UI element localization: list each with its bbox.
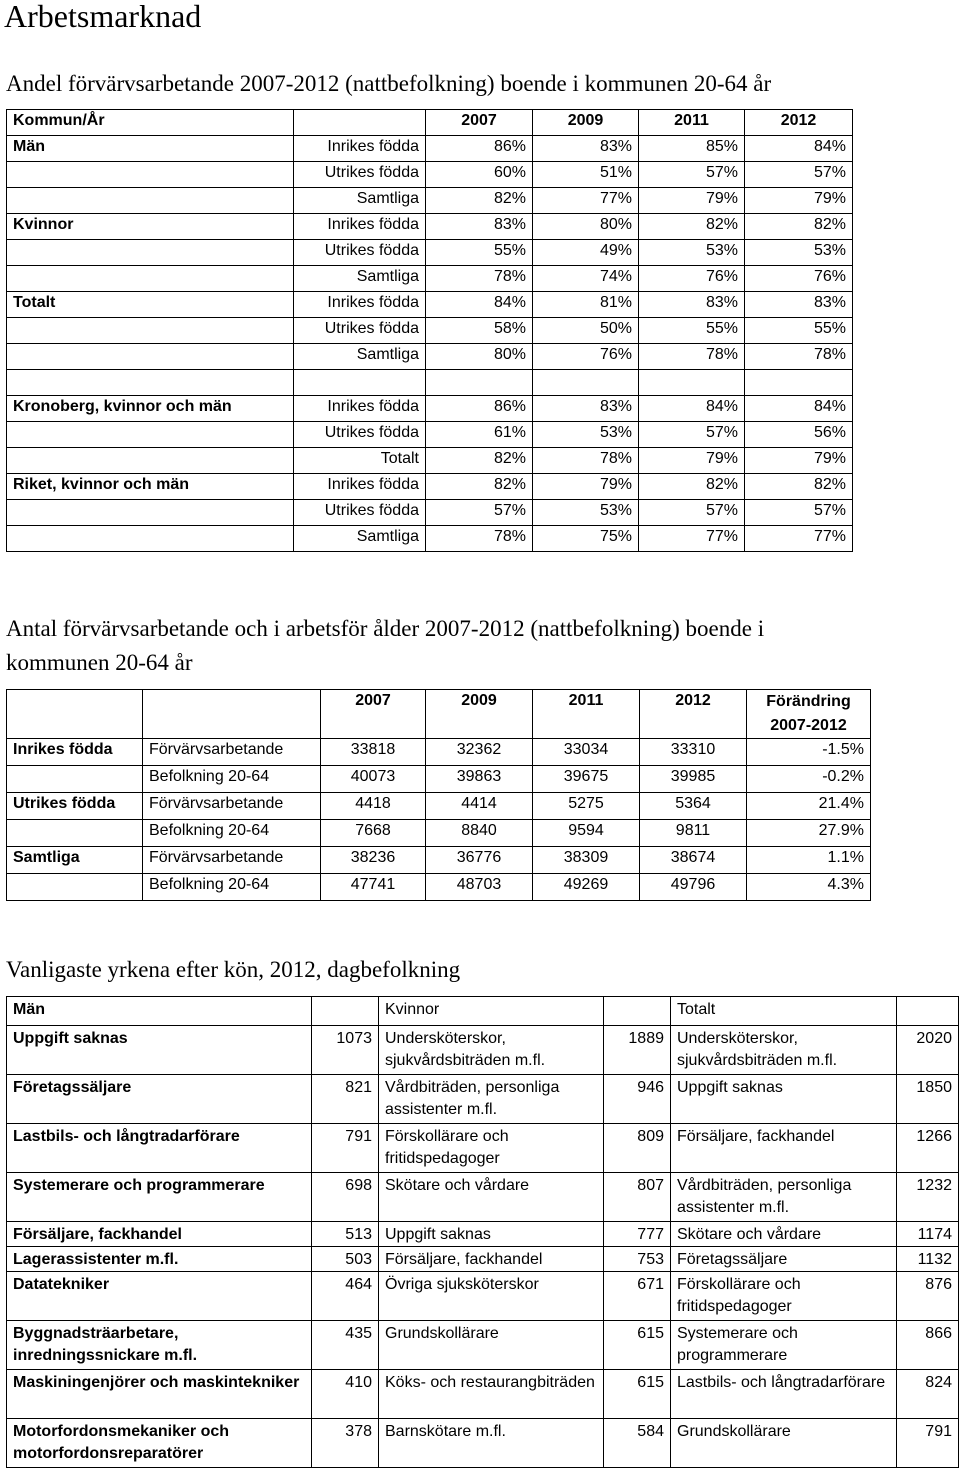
occupation-cell: Barnskötare m.fl. bbox=[379, 1419, 604, 1468]
occupation-cell: Skötare och vårdare bbox=[671, 1222, 897, 1247]
occupation-cell: Förskollärare och fritidspedagoger bbox=[379, 1124, 604, 1173]
group-label bbox=[7, 370, 294, 396]
table-row bbox=[7, 739, 871, 766]
header-cell: 2007 bbox=[426, 110, 533, 136]
group-label: Kvinnor bbox=[7, 214, 294, 240]
value-cell: 8840 bbox=[426, 820, 533, 847]
group-label bbox=[7, 500, 294, 526]
header-cell: Män bbox=[7, 997, 312, 1026]
category-label: Utrikes födda bbox=[294, 422, 426, 448]
table-row bbox=[7, 1370, 959, 1419]
group-label bbox=[7, 344, 294, 370]
header-cell bbox=[897, 997, 959, 1026]
count-cell: 1266 bbox=[897, 1124, 959, 1173]
value-cell: 33034 bbox=[533, 739, 640, 766]
page-title: Arbetsmarknad bbox=[4, 0, 202, 34]
category-label: Utrikes födda bbox=[294, 162, 426, 188]
occupation-cell: Vårdbiträden, personliga assistenter m.fl. bbox=[671, 1173, 897, 1222]
count-cell: 809 bbox=[604, 1124, 671, 1173]
occupation-cell: Lagerassistenter m.fl. bbox=[7, 1247, 312, 1272]
section3-heading: Vanligaste yrkena efter kön, 2012, dagbefolkning bbox=[6, 957, 461, 982]
value-cell: 77% bbox=[533, 188, 639, 214]
count-cell: 503 bbox=[312, 1247, 379, 1272]
occupation-cell: Grundskollärare bbox=[379, 1321, 604, 1370]
category-label: Utrikes födda bbox=[294, 500, 426, 526]
value-cell: 79% bbox=[533, 474, 639, 500]
value-cell: -0.2% bbox=[747, 766, 871, 793]
value-cell: 4414 bbox=[426, 793, 533, 820]
value-cell: 49796 bbox=[640, 874, 747, 901]
occupation-cell: Försäljare, fackhandel bbox=[7, 1222, 312, 1247]
group-label bbox=[7, 526, 294, 552]
count-cell: 824 bbox=[897, 1370, 959, 1419]
value-cell: 74% bbox=[533, 266, 639, 292]
table-row bbox=[7, 1222, 959, 1247]
table-row bbox=[7, 448, 853, 474]
value-cell: 39985 bbox=[640, 766, 747, 793]
employed-count-table bbox=[6, 689, 871, 901]
value-cell: 33310 bbox=[640, 739, 747, 766]
table-row bbox=[7, 793, 871, 820]
count-cell: 615 bbox=[604, 1321, 671, 1370]
table-row bbox=[7, 766, 871, 793]
value-cell: 84% bbox=[639, 396, 745, 422]
count-cell: 2020 bbox=[897, 1026, 959, 1075]
value-cell: 84% bbox=[745, 396, 853, 422]
value-cell: 75% bbox=[533, 526, 639, 552]
table-row bbox=[7, 214, 853, 240]
category-label: Inrikes födda bbox=[294, 136, 426, 162]
count-cell: 378 bbox=[312, 1419, 379, 1468]
value-cell: 78% bbox=[745, 344, 853, 370]
value-cell bbox=[639, 370, 745, 396]
value-cell: 4.3% bbox=[747, 874, 871, 901]
occupation-cell: Lastbils- och långtradarförare bbox=[7, 1124, 312, 1173]
value-cell: 53% bbox=[533, 500, 639, 526]
table-row bbox=[7, 1026, 959, 1075]
value-cell: 58% bbox=[426, 318, 533, 344]
value-cell: 82% bbox=[426, 188, 533, 214]
occupation-cell: Köks- och restaurangbiträden bbox=[379, 1370, 604, 1419]
header-cell: 2012 bbox=[640, 690, 747, 739]
count-cell: 410 bbox=[312, 1370, 379, 1419]
category-label: Utrikes födda bbox=[294, 240, 426, 266]
value-cell: 81% bbox=[533, 292, 639, 318]
value-cell: 55% bbox=[745, 318, 853, 344]
value-cell: 39863 bbox=[426, 766, 533, 793]
occupation-cell: Maskiningenjörer och maskintekniker bbox=[7, 1370, 312, 1419]
table-row bbox=[7, 1321, 959, 1370]
value-cell: 83% bbox=[639, 292, 745, 318]
share-employed-table-body bbox=[7, 110, 853, 552]
occupation-cell: Byggnadsträarbetare, inredningssnickare m.fl. bbox=[7, 1321, 312, 1370]
table-row bbox=[7, 422, 853, 448]
value-cell: 79% bbox=[745, 448, 853, 474]
category-label: Befolkning 20-64 bbox=[143, 820, 321, 847]
value-cell: 55% bbox=[639, 318, 745, 344]
value-cell: 82% bbox=[745, 474, 853, 500]
value-cell: 38309 bbox=[533, 847, 640, 874]
table-row bbox=[7, 1075, 959, 1124]
group-label: Samtliga bbox=[7, 847, 143, 874]
count-cell: 435 bbox=[312, 1321, 379, 1370]
header-cell: Totalt bbox=[671, 997, 897, 1026]
value-cell: 56% bbox=[745, 422, 853, 448]
table-row bbox=[7, 1272, 959, 1321]
occupation-cell: Systemerare och programmerare bbox=[7, 1173, 312, 1222]
group-label bbox=[7, 266, 294, 292]
occupation-cell: Motorfordonsmekaniker och motorfordonsreparatörer bbox=[7, 1419, 312, 1468]
header-cell: 2011 bbox=[533, 690, 640, 739]
count-cell: 946 bbox=[604, 1075, 671, 1124]
group-label bbox=[7, 422, 294, 448]
category-label: Samtliga bbox=[294, 344, 426, 370]
section2-heading-line1: Antal förvärvsarbetande och i arbetsför ålder 2007-2012 (nattbefolkning) boende i bbox=[6, 616, 765, 641]
value-cell: 76% bbox=[745, 266, 853, 292]
count-cell: 791 bbox=[897, 1419, 959, 1468]
count-cell: 1232 bbox=[897, 1173, 959, 1222]
value-cell: 48703 bbox=[426, 874, 533, 901]
category-label: Inrikes födda bbox=[294, 292, 426, 318]
header-cell bbox=[143, 690, 321, 739]
category-label: Utrikes födda bbox=[294, 318, 426, 344]
count-cell: 698 bbox=[312, 1173, 379, 1222]
table-header-row bbox=[7, 997, 959, 1026]
value-cell: 79% bbox=[745, 188, 853, 214]
count-cell: 807 bbox=[604, 1173, 671, 1222]
value-cell: 84% bbox=[426, 292, 533, 318]
value-cell: 57% bbox=[639, 500, 745, 526]
table-row bbox=[7, 1124, 959, 1173]
value-cell: 1.1% bbox=[747, 847, 871, 874]
table-row bbox=[7, 370, 853, 396]
category-label: Inrikes födda bbox=[294, 396, 426, 422]
employed-count-table-body bbox=[7, 690, 871, 901]
value-cell: 49269 bbox=[533, 874, 640, 901]
value-cell: 9594 bbox=[533, 820, 640, 847]
value-cell: 76% bbox=[639, 266, 745, 292]
table-row bbox=[7, 396, 853, 422]
group-label bbox=[7, 874, 143, 901]
group-label bbox=[7, 240, 294, 266]
value-cell: 39675 bbox=[533, 766, 640, 793]
occupation-cell: Uppgift saknas bbox=[7, 1026, 312, 1075]
value-cell: 83% bbox=[533, 136, 639, 162]
value-cell: 83% bbox=[745, 292, 853, 318]
value-cell: 82% bbox=[639, 474, 745, 500]
occupation-cell: Skötare och vårdare bbox=[379, 1173, 604, 1222]
table-header-row bbox=[7, 690, 871, 739]
group-label bbox=[7, 318, 294, 344]
value-cell: 57% bbox=[639, 422, 745, 448]
value-cell: 83% bbox=[426, 214, 533, 240]
table-row bbox=[7, 188, 853, 214]
value-cell: 61% bbox=[426, 422, 533, 448]
count-cell: 671 bbox=[604, 1272, 671, 1321]
group-label: Totalt bbox=[7, 292, 294, 318]
section2-heading-line2: kommunen 20-64 år bbox=[6, 650, 193, 675]
value-cell: 53% bbox=[639, 240, 745, 266]
share-employed-table bbox=[6, 109, 853, 552]
value-cell: 80% bbox=[426, 344, 533, 370]
value-cell: 78% bbox=[533, 448, 639, 474]
table-row bbox=[7, 474, 853, 500]
value-cell: 47741 bbox=[321, 874, 426, 901]
table-row bbox=[7, 136, 853, 162]
occupations-table bbox=[6, 996, 959, 1468]
occupation-cell: Datatekniker bbox=[7, 1272, 312, 1321]
header-cell: Förändring 2007-2012 bbox=[747, 690, 871, 739]
category-label: Förvärvsarbetande bbox=[143, 739, 321, 766]
occupation-cell: Företagssäljare bbox=[7, 1075, 312, 1124]
value-cell: 40073 bbox=[321, 766, 426, 793]
value-cell: 83% bbox=[533, 396, 639, 422]
occupation-cell: Undersköterskor, sjukvårdsbiträden m.fl. bbox=[671, 1026, 897, 1075]
occupation-cell: Försäljare, fackhandel bbox=[671, 1124, 897, 1173]
value-cell: 57% bbox=[426, 500, 533, 526]
header-cell: Kommun/År bbox=[7, 110, 294, 136]
value-cell: 77% bbox=[745, 526, 853, 552]
occupation-cell: Förskollärare och fritidspedagoger bbox=[671, 1272, 897, 1321]
table-row bbox=[7, 500, 853, 526]
value-cell: 79% bbox=[639, 448, 745, 474]
count-cell: 584 bbox=[604, 1419, 671, 1468]
value-cell: 38236 bbox=[321, 847, 426, 874]
header-cell: 2007 bbox=[321, 690, 426, 739]
value-cell: 86% bbox=[426, 136, 533, 162]
value-cell bbox=[533, 370, 639, 396]
group-label bbox=[7, 448, 294, 474]
value-cell: 78% bbox=[639, 344, 745, 370]
occupation-cell: Grundskollärare bbox=[671, 1419, 897, 1468]
table-row bbox=[7, 1247, 959, 1272]
table-row bbox=[7, 266, 853, 292]
value-cell: 57% bbox=[639, 162, 745, 188]
group-label bbox=[7, 766, 143, 793]
value-cell: 82% bbox=[639, 214, 745, 240]
header-cell bbox=[604, 997, 671, 1026]
value-cell: 38674 bbox=[640, 847, 747, 874]
value-cell: 33818 bbox=[321, 739, 426, 766]
header-cell bbox=[312, 997, 379, 1026]
category-label: Samtliga bbox=[294, 266, 426, 292]
occupation-cell: Företagssäljare bbox=[671, 1247, 897, 1272]
value-cell bbox=[745, 370, 853, 396]
value-cell: 9811 bbox=[640, 820, 747, 847]
category-label: Samtliga bbox=[294, 188, 426, 214]
header-cell: 2009 bbox=[426, 690, 533, 739]
table-row bbox=[7, 874, 871, 901]
header-cell bbox=[294, 110, 426, 136]
occupation-cell: Vårdbiträden, personliga assistenter m.fl. bbox=[379, 1075, 604, 1124]
occupation-cell: Undersköterskor, sjukvårdsbiträden m.fl. bbox=[379, 1026, 604, 1075]
value-cell: 55% bbox=[426, 240, 533, 266]
category-label: Inrikes födda bbox=[294, 474, 426, 500]
count-cell: 615 bbox=[604, 1370, 671, 1419]
value-cell: 60% bbox=[426, 162, 533, 188]
category-label bbox=[294, 370, 426, 396]
group-label: Utrikes födda bbox=[7, 793, 143, 820]
value-cell: 4418 bbox=[321, 793, 426, 820]
occupation-cell: Systemerare och programmerare bbox=[671, 1321, 897, 1370]
value-cell: 82% bbox=[426, 474, 533, 500]
group-label: Kronoberg, kvinnor och män bbox=[7, 396, 294, 422]
value-cell: 51% bbox=[533, 162, 639, 188]
value-cell: 50% bbox=[533, 318, 639, 344]
occupation-cell: Uppgift saknas bbox=[379, 1222, 604, 1247]
count-cell: 876 bbox=[897, 1272, 959, 1321]
table-row bbox=[7, 847, 871, 874]
count-cell: 866 bbox=[897, 1321, 959, 1370]
value-cell bbox=[426, 370, 533, 396]
count-cell: 753 bbox=[604, 1247, 671, 1272]
header-cell: 2009 bbox=[533, 110, 639, 136]
table-row bbox=[7, 526, 853, 552]
value-cell: 32362 bbox=[426, 739, 533, 766]
occupation-cell: Uppgift saknas bbox=[671, 1075, 897, 1124]
value-cell: 53% bbox=[745, 240, 853, 266]
value-cell: 86% bbox=[426, 396, 533, 422]
occupations-table-body bbox=[7, 997, 959, 1468]
occupation-cell: Försäljare, fackhandel bbox=[379, 1247, 604, 1272]
category-label: Befolkning 20-64 bbox=[143, 766, 321, 793]
section1-heading: Andel förvärvsarbetande 2007-2012 (nattbefolkning) boende i kommunen 20-64 år bbox=[6, 71, 772, 96]
value-cell: 5275 bbox=[533, 793, 640, 820]
count-cell: 1850 bbox=[897, 1075, 959, 1124]
count-cell: 821 bbox=[312, 1075, 379, 1124]
value-cell: 84% bbox=[745, 136, 853, 162]
category-label: Totalt bbox=[294, 448, 426, 474]
occupation-cell: Lastbils- och långtradarförare bbox=[671, 1370, 897, 1419]
category-label: Befolkning 20-64 bbox=[143, 874, 321, 901]
value-cell: 57% bbox=[745, 162, 853, 188]
group-label: Riket, kvinnor och män bbox=[7, 474, 294, 500]
value-cell: 78% bbox=[426, 266, 533, 292]
table-row bbox=[7, 820, 871, 847]
value-cell: 78% bbox=[426, 526, 533, 552]
value-cell: 79% bbox=[639, 188, 745, 214]
value-cell: 27.9% bbox=[747, 820, 871, 847]
value-cell: 53% bbox=[533, 422, 639, 448]
table-row bbox=[7, 240, 853, 266]
table-header-row bbox=[7, 110, 853, 136]
group-label: Män bbox=[7, 136, 294, 162]
table-row bbox=[7, 344, 853, 370]
table-row bbox=[7, 318, 853, 344]
value-cell: 82% bbox=[426, 448, 533, 474]
value-cell: 57% bbox=[745, 500, 853, 526]
count-cell: 1073 bbox=[312, 1026, 379, 1075]
count-cell: 777 bbox=[604, 1222, 671, 1247]
group-label bbox=[7, 820, 143, 847]
header-cell: 2011 bbox=[639, 110, 745, 136]
value-cell: 80% bbox=[533, 214, 639, 240]
value-cell: 77% bbox=[639, 526, 745, 552]
table-row bbox=[7, 162, 853, 188]
group-label bbox=[7, 162, 294, 188]
category-label: Förvärvsarbetande bbox=[143, 793, 321, 820]
value-cell: 85% bbox=[639, 136, 745, 162]
header-cell bbox=[7, 690, 143, 739]
occupation-cell: Övriga sjuksköterskor bbox=[379, 1272, 604, 1321]
table-row bbox=[7, 292, 853, 318]
category-label: Samtliga bbox=[294, 526, 426, 552]
value-cell: 76% bbox=[533, 344, 639, 370]
group-label bbox=[7, 188, 294, 214]
count-cell: 791 bbox=[312, 1124, 379, 1173]
table-row bbox=[7, 1419, 959, 1468]
count-cell: 513 bbox=[312, 1222, 379, 1247]
header-cell: 2012 bbox=[745, 110, 853, 136]
count-cell: 1889 bbox=[604, 1026, 671, 1075]
group-label: Inrikes födda bbox=[7, 739, 143, 766]
value-cell: 21.4% bbox=[747, 793, 871, 820]
count-cell: 464 bbox=[312, 1272, 379, 1321]
header-cell: Kvinnor bbox=[379, 997, 604, 1026]
count-cell: 1132 bbox=[897, 1247, 959, 1272]
category-label: Förvärvsarbetande bbox=[143, 847, 321, 874]
value-cell: 82% bbox=[745, 214, 853, 240]
value-cell: -1.5% bbox=[747, 739, 871, 766]
value-cell: 36776 bbox=[426, 847, 533, 874]
value-cell: 5364 bbox=[640, 793, 747, 820]
category-label: Inrikes födda bbox=[294, 214, 426, 240]
value-cell: 7668 bbox=[321, 820, 426, 847]
table-row bbox=[7, 1173, 959, 1222]
value-cell: 49% bbox=[533, 240, 639, 266]
count-cell: 1174 bbox=[897, 1222, 959, 1247]
